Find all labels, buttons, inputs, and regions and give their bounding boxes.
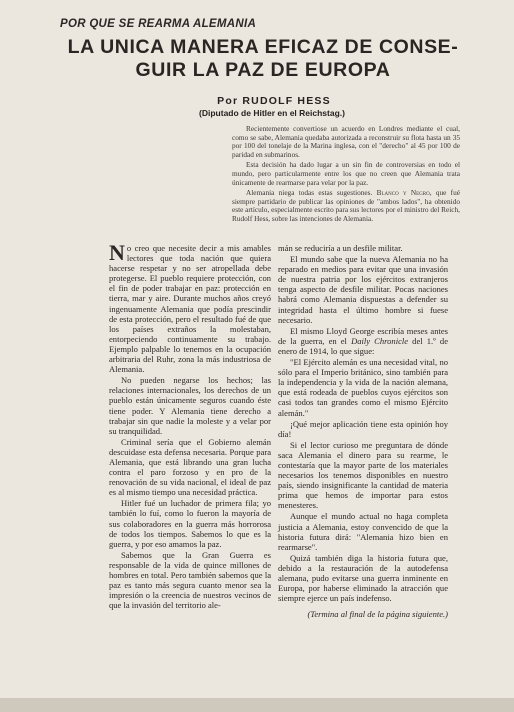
body-paragraph: mán se reduciría a un desfile militar. xyxy=(278,243,403,253)
quote-paragraph: "El Ejército alemán es una necesidad vital, no sólo para el Imperio británico, sino también para la independencia y la vida de la nación alemana, que está rodeada de pueblos cuyos ejércitos son casi todos tan grandes como el mismo Ejército alemán." xyxy=(278,357,448,418)
intro-box xyxy=(232,125,460,226)
newspaper-title: Daily Chronicle xyxy=(351,335,409,346)
intro-text: que fué siempre partidario de publicar las opiniones de "ambos lados", ha obtenido este artículo, especialmente escrito para sus lectores por el ministro del Reich, Rudolf Hess, sobre las intenciones de Alemania. xyxy=(232,188,460,223)
body-paragraph: Hitler fué un luchador de primera fila; yo también lo fuí, como lo fueron la mayoría de sus colaboradores en la guerra más horrorosa de todos los tiempos. Sabemos lo que es la guerra, y por eso amamos la paz. xyxy=(109,498,271,549)
title-line-2: GUIR LA PAZ DE EUROPA xyxy=(135,59,391,81)
body-paragraph: Si el lector curioso me preguntara de dónde saca Alemania el dinero para su rearme, le contestaría que la mayor parte de los materiales necesarios los tenemos disponibles en nuestro país, siendo insignificante la cantidad de materia prima que hemos de importar para estos menesteres. xyxy=(278,439,448,511)
body-paragraph xyxy=(109,240,271,375)
continuation-note: (Termina al final de la página siguiente.) xyxy=(307,609,448,620)
body-text: o creo que necesite decir a mis amables lectores que toda nación que quiera hacerse respetar y no ser atropellada debe protegerse. El pueblo requiere protección, con el fin de poder trabajar en paz: protección en tierra, mar y aire. Durante muchos años creyó ingenuamente Alemania que podía prescindir de esta protección, pero el resultado fué de que los países extraños la molestaban, entorpeciendo continuamente su trabajo. Ejemplo palpable lo tenemos en la ocupación arbitraria del Ruhr, zona la más industriosa de Alemania. xyxy=(109,243,271,375)
column-left xyxy=(109,240,271,611)
body-paragraph: Quizá también diga la historia futura que, debido a la restauración de la autodefensa alemana, pudo evitarse una guerra inminente en Europa, por haberse eliminado la atracción que siempre ejerce un país indefenso. xyxy=(278,552,448,604)
body-paragraph: Criminal sería que el Gobierno alemán descuidase esta defensa necesaria. Porque para Alemania, que está librando una gran lucha contra el paro forzoso y en pro de la renovación de su vida nacional, el ideal de paz es al mismo tiempo una necesidad práctica. xyxy=(109,436,271,498)
byline-note: (Diputado de Hitler en el Reichstag.) xyxy=(199,108,345,118)
intro-paragraph xyxy=(232,189,460,223)
body-paragraph: El mundo sabe que la nueva Alemania no ha reparado en medios para evitar que una invasión de nuestra patria por los ejércitos extranjeros tenga aspecto de desfile militar. Pocas naciones habrá como Alemania dispuestas a defender su integridad hasta el último hombre si fuese necesario. xyxy=(278,254,448,325)
body-paragraph: Aunque el mundo actual no haga completa justicia a Alemania, estoy convencido de que la historia futura dirá: "Alemania hizo bien en rearmarse". xyxy=(278,511,448,552)
byline xyxy=(0,95,514,107)
article-title xyxy=(58,36,468,82)
kicker-heading: POR QUE SE REARMA ALEMANIA xyxy=(60,18,257,30)
body-text: del 1.º de enero de 1914, lo que sigue: xyxy=(278,335,448,356)
title-line-1: LA UNICA MANERA EFICAZ DE CONSE- xyxy=(67,36,459,58)
drop-cap: N xyxy=(109,240,125,265)
intro-text: Alemania niega todas estas sugestiones. xyxy=(246,188,373,198)
body-paragraph: ¡Qué mejor aplicación tiene esta opinión hoy día! xyxy=(278,418,448,439)
byline-author: RUDOLF HESS xyxy=(242,95,331,107)
scan-bottom-edge xyxy=(0,698,514,712)
intro-smallcaps: Blanco y Negro, xyxy=(376,188,432,198)
body-text: El mismo Lloyd George escribía meses antes de la guerra, en el xyxy=(278,325,448,346)
body-paragraph: No pueden negarse los hechos; las relaciones internacionales, los derechos de un pueblo están únicamente seguros cuando éste tiene poder. Y Alemania tiene derecho a trabajar sin que nadie la moleste y a velar por su tranquilidad. xyxy=(109,375,271,436)
intro-paragraph: Esta decisión ha dado lugar a un sin fin de controversias en todo el mundo, pero particularmente entre los que no creen que Alemania trata únicamente de rearmarse para velar por la paz. xyxy=(232,160,460,187)
intro-paragraph: Recientemente convertiose un acuerdo en Londres mediante el cual, como se sabe, Alemania quedaba autorizada a reconstruir su flota hasta un 35 por 100 del tonelaje de la Marina inglesa, con el "derecho" al 45 por 100 de paridad en submarinos. xyxy=(232,124,460,159)
body-paragraph: Sabemos que la Gran Guerra es responsable de la vida de quince millones de hombres en total. Pero también sabemos que la paz es tanto más segura cuanto menor sea la impresión o la creencia de nuestros vecinos de que la invasión del territorio ale- xyxy=(109,549,271,611)
body-paragraph xyxy=(278,326,448,356)
byline-prefix: Por xyxy=(217,95,239,107)
column-right xyxy=(278,243,448,620)
